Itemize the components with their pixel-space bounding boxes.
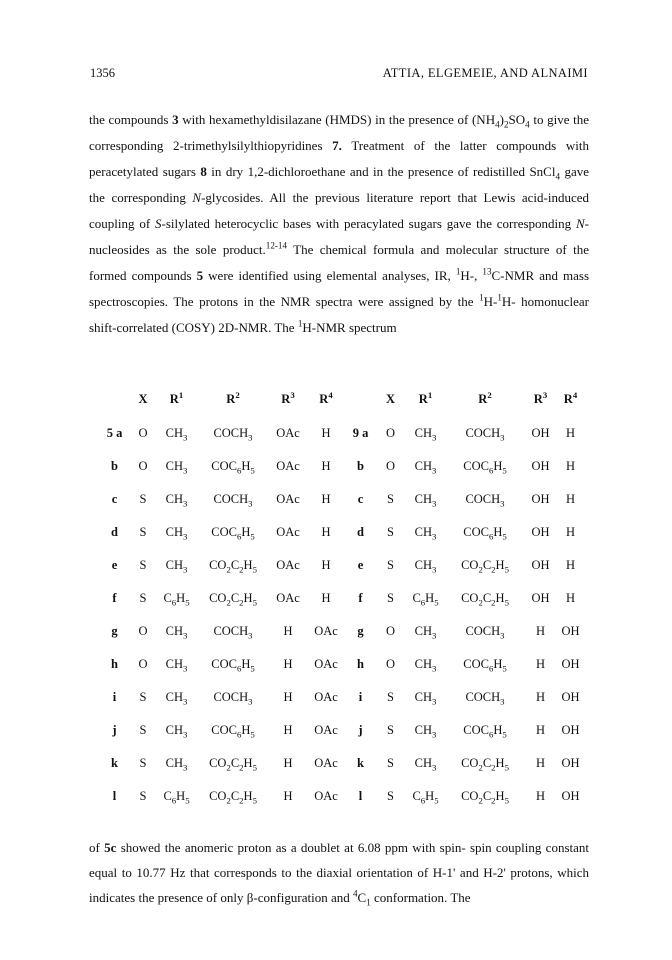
table-cell: e — [357, 558, 364, 572]
table-cell: $CH_3$ — [414, 657, 437, 674]
table-cell: S — [139, 558, 147, 572]
table-cell: H — [321, 525, 331, 539]
table-cell: OAc — [276, 591, 300, 605]
table-cell: S — [139, 492, 147, 506]
table-header-cell: X — [385, 391, 396, 406]
table-cell: $CO_2C_2H_5$ — [209, 789, 257, 806]
table-cell: OAc — [314, 657, 338, 671]
table-cell: $CH_3$ — [165, 756, 188, 773]
table-cell: H — [321, 492, 331, 506]
table-cell: H — [283, 756, 293, 770]
table-cell: $CH_3$ — [414, 492, 437, 509]
table-header-cell — [98, 381, 131, 417]
table-cell: S — [387, 525, 394, 539]
table-cell: H — [565, 525, 576, 539]
table-row — [98, 549, 583, 582]
table-cell: OH — [531, 558, 550, 572]
table-cell: l — [112, 789, 117, 803]
table-cell: OH — [531, 525, 550, 539]
table-cell: $C_6H_5$ — [412, 789, 439, 806]
table-cell: OH — [561, 723, 580, 737]
table-cell: OAc — [276, 558, 300, 572]
table-cell: S — [387, 690, 394, 704]
table-cell: g — [111, 624, 118, 638]
table-cell: c — [357, 492, 364, 506]
table-cell: $COC_6H_5$ — [463, 723, 507, 740]
table-cell: k — [357, 756, 364, 770]
table-header-cell: $R^4$ — [563, 389, 578, 406]
table-cell: H — [535, 624, 546, 638]
table-header-cell: $R^2$ — [478, 389, 492, 406]
table-cell: OH — [561, 690, 580, 704]
table-cell: $CH_3$ — [414, 690, 437, 707]
table-cell: k — [111, 756, 118, 770]
table-cell: $CH_3$ — [165, 690, 188, 707]
table-cell: j — [112, 723, 117, 737]
table-cell: $CO_2C_2H_5$ — [209, 591, 257, 608]
table-cell: $CH_3$ — [414, 525, 437, 542]
table-cell: $COCH_3$ — [213, 492, 253, 509]
body-paragraph-top: the compounds 3 with hexamethyldisilazane (HMDS) in the presence of $(NH_4)_2SO_4$ to give the corresponding 2-trimethylsilylthiopyridines 7. Treatment of the latter compounds with peracetylated sugars 8 in dry 1,2-dichloroethane and in the presence of redistilled SnCl$_4$ gave the corresponding N-glycosides. All the previous literature report that Lewis acid-induced coupling of S-silylated heterocyclic bases with peracylated sugars gave the corresponding N-nucleosides as the sole product.$^{12-14}$ The chemical formula and molecular structure of the formed compounds 5 were identified using elemental analyses, IR, $^1$H-, $^{13}$C-NMR and mass spectroscopies. The protons in the NMR spectra were assigned by the $^1$H-$^1$H- homonuclear shift-correlated (COSY) 2D-NMR. The $^1$H-NMR spectrum — [89, 112, 590, 335]
table-cell: H — [283, 789, 293, 803]
table-row — [98, 417, 583, 450]
table-cell: OH — [531, 492, 550, 506]
table-cell: H — [565, 558, 576, 572]
table-cell: g — [357, 624, 364, 638]
table-cell: S — [139, 789, 147, 803]
table-cell: $COCH_3$ — [213, 624, 253, 641]
table-cell: H — [321, 426, 331, 440]
table-cell: $CH_3$ — [414, 624, 437, 641]
table-cell: OAc — [314, 723, 338, 737]
table-cell: H — [283, 624, 293, 638]
table-cell: j — [358, 723, 363, 737]
table-cell: OH — [531, 591, 550, 605]
table-cell: $CH_3$ — [165, 459, 188, 476]
table-cell: OH — [561, 624, 580, 638]
table-cell: i — [112, 690, 117, 704]
table-row — [98, 516, 583, 549]
table-cell: $COC_6H_5$ — [463, 459, 507, 476]
table-cell: O — [138, 657, 148, 671]
table-cell: h — [357, 657, 364, 671]
table-cell: OH — [531, 459, 550, 473]
table-cell: b — [111, 459, 118, 473]
table-cell: $C_6H_5$ — [163, 591, 190, 608]
table-cell: $CH_3$ — [165, 426, 188, 443]
table-cell: H — [565, 426, 576, 440]
table-cell: f — [112, 591, 117, 605]
table-cell: $CH_3$ — [414, 756, 437, 773]
table-cell: S — [139, 756, 147, 770]
table-cell: $CH_3$ — [165, 624, 188, 641]
table-header-cell: $R^3$ — [281, 389, 295, 406]
table-cell: O — [385, 624, 396, 638]
table-cell: $CH_3$ — [414, 723, 437, 740]
table-cell: OAc — [314, 756, 338, 770]
table-cell: O — [138, 426, 148, 440]
table-cell: h — [111, 657, 118, 671]
table-cell: OH — [561, 657, 580, 671]
table-header-cell: $R^4$ — [319, 389, 333, 406]
table-cell: $CH_3$ — [165, 525, 188, 542]
table-cell: $CO_2C_2H_5$ — [209, 756, 257, 773]
table-cell: S — [139, 591, 147, 605]
table-cell: H — [321, 459, 331, 473]
table-cell: H — [565, 459, 576, 473]
table-cell: H — [535, 723, 546, 737]
table-cell: H — [565, 591, 576, 605]
table-cell: e — [111, 558, 118, 572]
table-cell: $CH_3$ — [165, 723, 188, 740]
table-cell: OAc — [276, 525, 300, 539]
table-cell: OH — [561, 756, 580, 770]
table-cell: $CH_3$ — [165, 558, 188, 575]
table-cell: $COCH_3$ — [465, 690, 505, 707]
table-cell: $COC_6H_5$ — [463, 525, 507, 542]
table-cell: l — [358, 789, 363, 803]
table-cell: H — [535, 756, 546, 770]
table-cell: S — [139, 525, 147, 539]
table-cell: S — [387, 558, 394, 572]
table-cell: O — [138, 624, 148, 638]
table-cell: O — [138, 459, 148, 473]
table-cell: $COCH_3$ — [465, 624, 505, 641]
table-cell: 9 a — [352, 426, 369, 440]
running-title: ATTIA, ELGEMEIE, AND ALNAIMI — [382, 66, 588, 80]
table-row — [98, 615, 583, 648]
table-cell: d — [111, 525, 118, 539]
table-body — [98, 417, 583, 813]
table-cell: $C_6H_5$ — [412, 591, 439, 608]
table-cell: OH — [561, 789, 580, 803]
table-cell: O — [385, 459, 396, 473]
table-cell: H — [535, 690, 546, 704]
table-row — [98, 483, 583, 516]
compound-substituent-table — [98, 381, 583, 813]
table-cell: H — [321, 558, 331, 572]
table-cell: $CO_2C_2H_5$ — [461, 591, 509, 608]
table-cell: d — [357, 525, 364, 539]
table-cell: OH — [531, 426, 550, 440]
table-cell: H — [283, 690, 293, 704]
table-cell: $COC_6H_5$ — [211, 723, 255, 740]
table-header-cell: $R^1$ — [169, 389, 184, 406]
table-cell: H — [283, 723, 293, 737]
table-cell: $CH_3$ — [165, 657, 188, 674]
table-cell: 5 a — [106, 426, 123, 440]
table-cell: b — [357, 459, 364, 473]
table-cell: c — [111, 492, 118, 506]
body-paragraph-bottom: of 5c showed the anomeric proton as a doublet at 6.08 ppm with spin- spin coupling constant equal to 10.77 Hz that corresponds to the diaxial orientation of H-1' and H-2' protons, which indicates the presence of only β-configuration and $^4C_1$ conformation. The — [89, 840, 589, 908]
table-cell: f — [358, 591, 363, 605]
table-row — [98, 582, 583, 615]
table-cell: O — [385, 426, 396, 440]
table-cell: H — [321, 591, 331, 605]
page-number: 1356 — [90, 66, 115, 80]
table-cell: S — [387, 723, 394, 737]
table-cell: OAc — [314, 789, 338, 803]
table-cell: $COCH_3$ — [465, 492, 505, 509]
table-row — [98, 747, 583, 780]
table-header-cell — [344, 381, 377, 417]
table-cell: OAc — [276, 492, 300, 506]
table-cell: i — [358, 690, 363, 704]
table-cell: OAc — [276, 459, 300, 473]
table-cell: S — [139, 723, 147, 737]
table-cell: $CO_2C_2H_5$ — [209, 558, 257, 575]
table-cell: $CH_3$ — [165, 492, 188, 509]
table-cell: S — [387, 789, 394, 803]
table-header-cell: $R^1$ — [418, 389, 433, 406]
table-cell: H — [565, 492, 576, 506]
table-header-cell: X — [138, 391, 148, 406]
table-cell: $CO_2C_2H_5$ — [461, 756, 509, 773]
table-cell: $C_6H_5$ — [163, 789, 190, 806]
table-cell: $COC_6H_5$ — [211, 459, 255, 476]
table-cell: H — [535, 657, 546, 671]
table-cell: O — [385, 657, 396, 671]
table-cell: OAc — [314, 690, 338, 704]
table-header-row — [98, 381, 583, 417]
table-cell: $CO_2C_2H_5$ — [461, 789, 509, 806]
table-row — [98, 681, 583, 714]
table-cell: H — [283, 657, 293, 671]
table-cell: $CH_3$ — [414, 426, 437, 443]
table-cell: $COCH_3$ — [465, 426, 505, 443]
table-cell: H — [535, 789, 546, 803]
table-cell: $COCH_3$ — [213, 690, 253, 707]
table-header-cell: $R^3$ — [533, 389, 548, 406]
table-row — [98, 780, 583, 813]
table-cell: $CO_2C_2H_5$ — [461, 558, 509, 575]
table-cell: $COCH_3$ — [213, 426, 253, 443]
table-header-cell: $R^2$ — [226, 389, 240, 406]
table-cell: OAc — [276, 426, 300, 440]
table-row — [98, 714, 583, 747]
table-cell: OAc — [314, 624, 338, 638]
table-cell: S — [387, 492, 394, 506]
table-cell: S — [387, 591, 394, 605]
table-cell: $COC_6H_5$ — [211, 657, 255, 674]
table-row — [98, 450, 583, 483]
table-cell: $CH_3$ — [414, 459, 437, 476]
table-cell: S — [139, 690, 147, 704]
table-cell: S — [387, 756, 394, 770]
table-cell: $COC_6H_5$ — [211, 525, 255, 542]
table-cell: $COC_6H_5$ — [463, 657, 507, 674]
table-row — [98, 648, 583, 681]
table-cell: $CH_3$ — [414, 558, 437, 575]
